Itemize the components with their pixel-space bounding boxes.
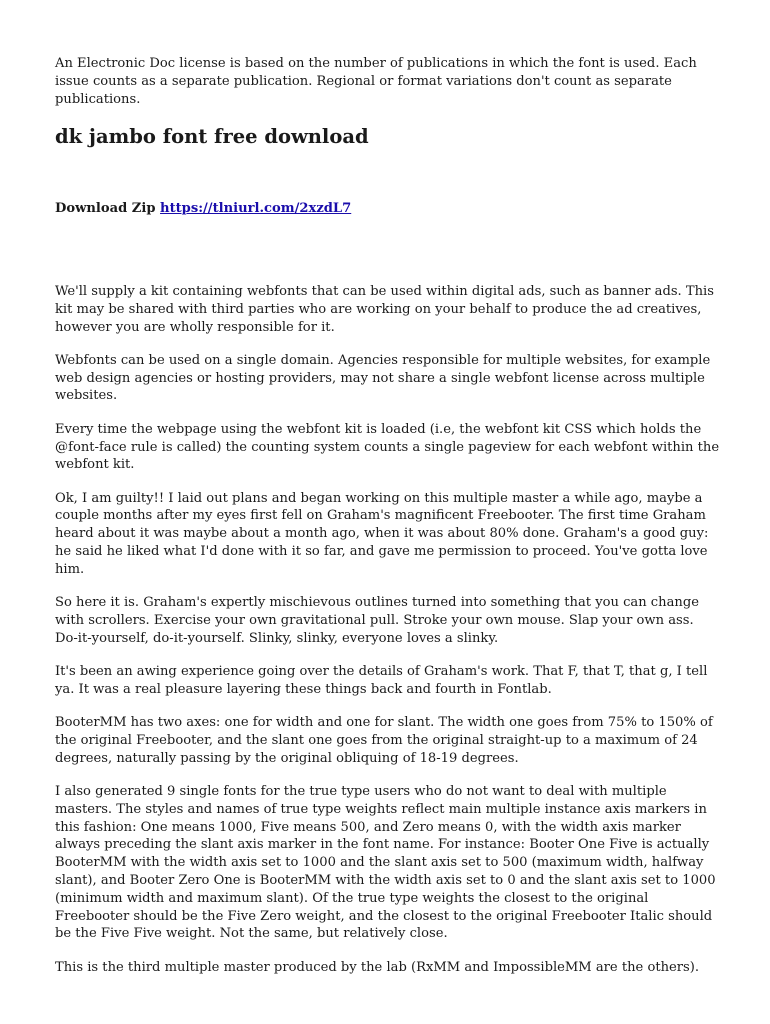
paragraph-single-fonts: I also generated 9 single fonts for the true type users who do not want to deal with multiple masters. The styles and names of true type weights reflect main multiple instance axis markers in this fashion: One means 1000, Five means 500, and Zero means 0, with the width axis marker always preceding the slant axis marker in the font name. For instance: Booter One Five is actually BooterMM with the width axis set to 1000 and the slant axis set to 500 (maximum width, halfway slant), and Booter Zero One is BooterMM with the width axis set to 0 and the slant axis set to 1000 (minimum width and maximum slant). Of the true type weights the closest to the original Freebooter should be the Five Zero weight, and the closest to the original Freebooter Italic should be the Five Five weight. Not the same, but relatively close.: [55, 784, 716, 942]
article-body: [55, 283, 720, 992]
paragraph-pageview-count: Every time the webpage using the webfont kit is loaded (i.e, the webfont kit CSS which holds the @font-face rule is called) the counting system counts a single pageview for each webfont within the webfont kit.: [55, 421, 720, 473]
paragraph-awing-experience: It's been an awing experience going over the details of Graham's work. That F, that T, that g, I tell ya. It was a real pleasure layering these things back and fourth in Fontlab.: [55, 664, 708, 697]
paragraph-two-axes: BooterMM has two axes: one for width and one for slant. The width one goes from 75% to 150% of the original Freebooter, and the slant one goes from the original straight-up to a maximum of 24 degrees, naturally passing by the original obliquing of 18-19 degrees.: [55, 715, 713, 766]
paragraph-here-it-is: So here it is. Graham's expertly mischievous outlines turned into something that you can change with scrollers. Exercise your own gravitational pull. Stroke your own mouse. Slap your own ass. Do-it-yourself, do-it-yourself. Slinky, slinky, everyone loves a slinky.: [55, 595, 699, 646]
download-link[interactable]: https://tlniurl.com/2xzdL7: [160, 201, 352, 216]
document-page: [55, 55, 720, 975]
download-label: Download Zip: [55, 201, 156, 216]
paragraph-third-mm: This is the third multiple master produced by the lab (RxMM and ImpossibleMM are the others).: [55, 959, 700, 975]
paragraph-webfont-kit: We'll supply a kit containing webfonts that can be used within digital ads, such as banner ads. This kit may be shared with third parties who are working on your behalf to produce the ad creatives, however you are wholly responsible for it.: [55, 284, 714, 335]
download-line: [55, 200, 351, 218]
page-title: dk jambo font free download: [55, 125, 369, 148]
paragraph-guilty: Ok, I am guilty!! I laid out plans and began working on this multiple master a while ago, maybe a couple months after my eyes first fell on Graham's magnificent Freebooter. The first time Graham heard about it was maybe about a month ago, when it was about 80% done. Graham's a good guy: he said he liked what I'd done with it so far, and gave me permission to proceed. You've gotta love him.: [55, 490, 709, 577]
intro-paragraph: An Electronic Doc license is based on the number of publications in which the font is used. Each issue counts as a separate publication. Regional or format variations don't count as separate publications.: [55, 56, 697, 107]
paragraph-single-domain: Webfonts can be used on a single domain. Agencies responsible for multiple websites, for example web design agencies or hosting providers, may not share a single webfont license across multiple websites.: [55, 352, 711, 404]
